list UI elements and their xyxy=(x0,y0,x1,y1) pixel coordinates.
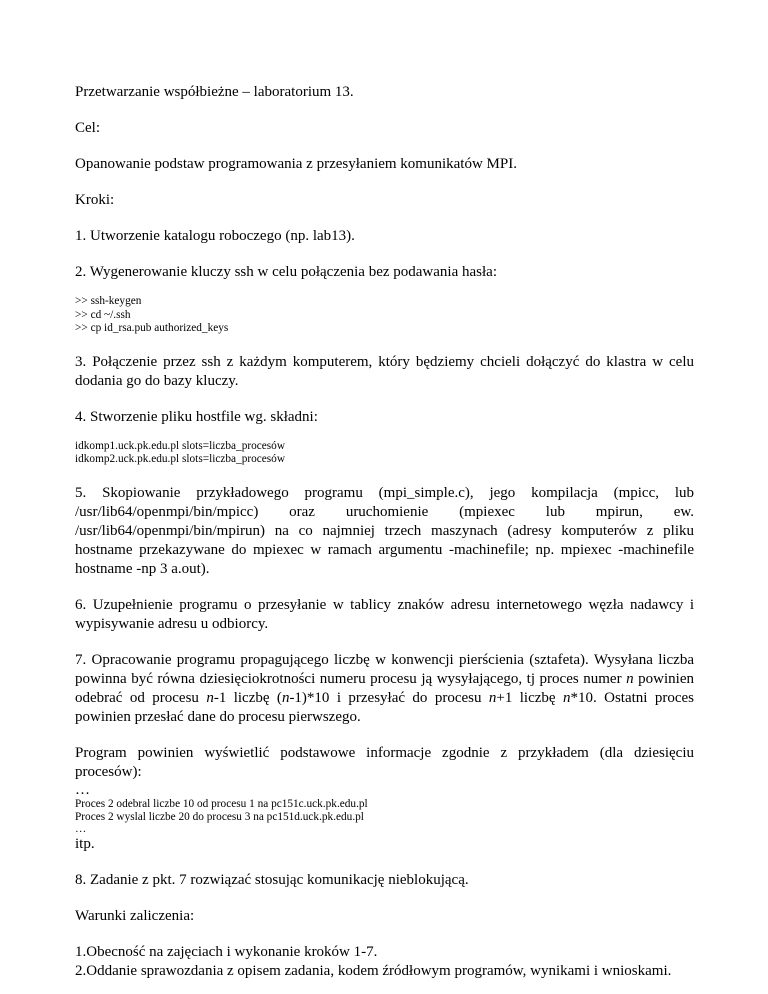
step-7-variable: n xyxy=(626,670,634,687)
step-7-variable: n xyxy=(206,689,214,706)
hostfile-line: idkomp1.uck.pk.edu.pl slots=liczba_procesów xyxy=(75,439,285,452)
step-7-text: -1)*10 i przesyłać do procesu xyxy=(289,689,489,706)
itp-text: itp. xyxy=(75,835,95,852)
hostfile-block xyxy=(75,440,694,467)
step-7-variable: n xyxy=(562,689,571,706)
step-7-text: +1 liczbę xyxy=(496,689,563,706)
step-7-text: powinien odebrać od procesu xyxy=(75,670,694,706)
warunki-label: Warunki zaliczenia: xyxy=(75,907,195,924)
cel-text: Opanowanie podstaw programowania z przesyłaniem komunikatów MPI. xyxy=(75,156,517,172)
example-output-line: Proces 2 wyslal liczbe 20 do procesu 3 na pc151d.uck.pk.edu.pl xyxy=(75,810,364,823)
document-content xyxy=(75,83,694,981)
example-output-line: Proces 2 odebral liczbe 10 od procesu 1 na pc151c.uck.pk.edu.pl xyxy=(75,797,368,810)
cel-label: Cel: xyxy=(75,120,100,136)
step-5: 5. Skopiowanie przykładowego programu (mpi_simple.c), jego kompilacja (mpicc, lub /usr/lib64/openmpi/bin/mpicc) oraz uruchomienie (mpiexec lub mpirun, ew. /usr/lib64/openmpi/bin/mpirun) na co najmniej trzech maszynach (adresy komputerów z pliku hostname przekazywane do mpiexec w ramach argumentu -machinefile; np. mpiexec -machinefile hostname -np 3 a.out). xyxy=(75,484,694,577)
ssh-commands-block xyxy=(75,295,694,336)
step-7-text: *10. Ostatni proces powinien przesłać dane do procesu pierwszego. xyxy=(75,689,694,725)
ssh-command-line: >> cd ~/.ssh xyxy=(75,308,131,321)
step-4: 4. Stworzenie pliku hostfile wg. składni: xyxy=(75,408,318,425)
conditions-list xyxy=(75,943,694,981)
step-6: 6. Uzupełnienie programu o przesyłanie w tablicy znaków adresu internetowego węzła nadawcy i wypisywanie adresu u odbiorcy. xyxy=(75,596,694,632)
step-3: 3. Połączenie przez ssh z każdym komputerem, który będziemy chcieli dołączyć do klastra w celu dodania go do bazy kluczy. xyxy=(75,353,694,389)
kroki-label: Kroki: xyxy=(75,192,115,208)
step-2: 2. Wygenerowanie kluczy ssh w celu połączenia bez podawania hasła: xyxy=(75,264,497,280)
step-7 xyxy=(75,651,694,727)
ssh-command-line: >> cp id_rsa.pub authorized_keys xyxy=(75,322,229,334)
condition-item: 1.Obecność na zajęciach i wykonanie kroków 1-7. xyxy=(75,943,378,960)
step-7-text: -1 liczbę ( xyxy=(213,689,282,706)
program-note: Program powinien wyświetlić podstawowe informacje zgodnie z przykładem (dla dziesięciu procesów): xyxy=(75,744,694,780)
step-7-variable: n xyxy=(488,689,497,706)
step-7-text: 7. Opracowanie programu propagującego liczbę w konwencji pierścienia (sztafeta). Wysyłana liczba powinna być równa dziesięciokrotności numeru procesu ją wysyłającego, tj proces numer xyxy=(75,651,694,687)
condition-item: 2.Oddanie sprawozdania z opisem zadania, kodem źródłowym programów, wynikami i wnioskami. xyxy=(75,962,672,979)
ellipsis-small: … xyxy=(75,822,87,835)
program-output-section xyxy=(75,744,694,854)
step-7-variable: n xyxy=(281,689,290,706)
step-8: 8. Zadanie z pkt. 7 rozwiązać stosując komunikację nieblokującą. xyxy=(75,871,469,888)
step-1: 1. Utworzenie katalogu roboczego (np. lab13). xyxy=(75,228,355,244)
ellipsis: … xyxy=(75,781,90,798)
document-title: Przetwarzanie współbieżne – laboratorium 13. xyxy=(75,84,354,100)
hostfile-line: idkomp2.uck.pk.edu.pl slots=liczba_procesów xyxy=(75,453,285,465)
ssh-command-line: >> ssh-keygen xyxy=(75,295,142,307)
